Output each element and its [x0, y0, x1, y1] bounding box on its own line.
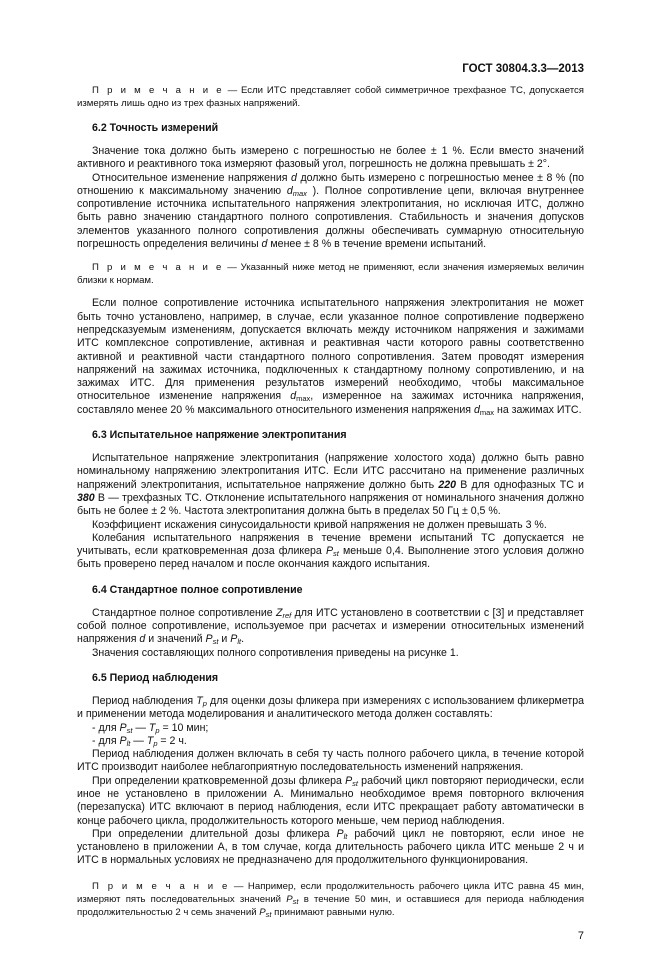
text-run: —: [132, 721, 149, 734]
text-run: d: [290, 390, 297, 403]
text-run: P: [230, 633, 238, 646]
document-id-header: ГОСТ 30804.3.3—2013: [462, 63, 584, 75]
paragraph: [77, 172, 584, 252]
subscript: lt: [237, 637, 242, 647]
text-run: P: [119, 721, 127, 734]
text-run: менее ± 8 % в течение времени испытаний.: [267, 238, 487, 251]
note-label: П р и м е ч а н и е: [92, 880, 230, 892]
text-run: При определении длительной дозы фликера: [92, 827, 337, 840]
text-run: P: [325, 545, 334, 558]
text-run: P: [259, 906, 266, 918]
subscript: p: [155, 725, 160, 735]
subscript: lt: [126, 738, 131, 748]
subscript: st: [212, 637, 219, 647]
subscript: st: [352, 778, 359, 788]
text-run: d: [139, 633, 146, 646]
text-run: 6.4 Стандартное полное сопротивление: [92, 583, 303, 596]
text-run: — Указанный ниже метод не применяют, если значения измеряемых величин близки к нормам.: [77, 262, 584, 287]
subscript: st: [265, 909, 272, 919]
text-run: рабочий цикл повторяют периодически, если иное не установлено в приложении А. Минимально необходимое время повторного включения (перезапуска) ИТС включают в период наблюдения, если ИТС прекращает работу автоматически в конце рабочего цикла, продолжительность которого меньше, чем период наблюдения.: [77, 774, 584, 827]
text-run: должно быть измерено с погрешностью менее ± 8 % (по отношению к максимальному значению: [77, 171, 584, 197]
section-heading: [77, 584, 584, 597]
text-run: d: [261, 238, 268, 251]
note: [77, 880, 584, 919]
text-run: 220: [438, 478, 457, 491]
text-run: — Если ИТС представляет собой симметричное трехфазное ТС, допускается измерять лишь одно из трех фазных напряжений.: [77, 85, 584, 109]
text-run: , измеренное на зажимах источника напряжения, составляло менее 20 % максимального относительного изменения напряжения: [77, 390, 584, 416]
text-run: Стандартное полное сопротивление: [92, 606, 277, 619]
text-run: ). Полное сопротивление цепи, включая внутреннее сопротивление источника испытательного напряжения электропитания, но исключая ИТС, должно быть равно значению стандартного полного сопротивления. Стабильность и значения допусков элементов указанного полного сопротивления должны обеспечивать суммарную относительную погрешность определения величины: [77, 184, 584, 251]
document-body: [77, 84, 584, 919]
paragraph: [77, 722, 584, 735]
text-run: P: [119, 734, 127, 747]
paragraph: [77, 607, 584, 647]
paragraph: [77, 748, 584, 775]
paragraph: [77, 735, 584, 748]
paragraph: [77, 452, 584, 518]
text-run: T: [148, 721, 156, 734]
text-run: В — трехфазных ТС. Отклонение испытательного напряжения от номинального значения должно быть не более ± 2 %. Частота электропитания должна быть в пределах 50 Гц ± 0,5 %.: [77, 491, 584, 518]
text-run: на зажимах ИТС.: [494, 403, 582, 416]
text-run: в течение 50 мин, и оставшиеся для периода наблюдения продолжительностью 2 ч семь значений: [77, 893, 585, 918]
text-run: и: [218, 633, 231, 646]
text-run: Относительное изменение напряжения: [92, 171, 292, 184]
text-run: d: [286, 184, 293, 197]
text-run: —: [130, 734, 147, 747]
note-label: П р и м е ч а н и е: [92, 262, 224, 274]
text-run: d: [473, 403, 480, 416]
note: [77, 261, 584, 287]
text-run: Значение тока должно быть измерено с погрешностью не более ± 1 %. Если вместо значений активного и реактивного тока измеряют фазовый угол, погрешность не должна превышать ± 2°.: [77, 145, 584, 171]
subscript: max: [479, 407, 495, 417]
paragraph: [77, 145, 584, 172]
subscript: max: [296, 394, 311, 404]
paragraph: [77, 647, 584, 660]
text-run: T: [196, 694, 203, 707]
note-label: П р и м е ч а н и е: [92, 85, 224, 96]
text-run: меньше 0,4. Выполнение этого условия должно быть проверено перед началом и после окончания каждого испытания.: [77, 545, 585, 571]
paragraph: [77, 519, 584, 532]
text-run: 6.5 Период наблюдения: [92, 671, 219, 684]
text-run: 380: [77, 491, 95, 504]
text-run: принимают равными нулю.: [271, 906, 395, 918]
text-run: и значений: [145, 633, 206, 646]
text-run: 6.2 Точность измерений: [92, 122, 219, 134]
text-run: .: [241, 633, 245, 646]
section-heading: [77, 429, 584, 442]
text-run: Период наблюдения: [92, 694, 197, 707]
note: [77, 84, 584, 110]
text-run: Z: [276, 606, 283, 619]
text-run: — Например, если продолжительность рабочего цикла ИТС равна 45 мин, измеряют пять последовательных значений: [77, 880, 584, 905]
text-run: Коэффициент искажения синусоидальности кривой напряжения не должен превышать 3 %.: [92, 518, 547, 531]
text-run: - для: [92, 721, 120, 734]
subscript: p: [202, 698, 207, 708]
text-run: Период наблюдения должен включать в себя ту часть полного рабочего цикла, в течение которой ИТС производит наиболее неблагоприятную последовательность изменений напряжения.: [77, 748, 584, 774]
text-run: Колебания испытательного напряжения в течение времени испытаний ТС допускается не учитывать, если кратковременная доза фликера: [77, 531, 584, 558]
subscript: max: [292, 188, 307, 198]
text-run: В для однофазных ТС и: [456, 478, 584, 491]
text-run: P: [205, 633, 213, 646]
paragraph: [77, 297, 584, 417]
page-number: 7: [577, 929, 584, 942]
text-run: для оценки дозы фликера при измерениях с использованием фликерметра и применении метода моделирования и аналитического метода должен составлять:: [77, 694, 584, 721]
text-run: При определении кратковременной дозы фликера: [92, 774, 346, 787]
text-run: рабочий цикл не повторяют, если иное не установлено в приложении А, в том случае, когда длительность рабочего цикла ИТС меньше 2 ч и ИТС в нормальных условиях не предназначено для продолжительного функционирования.: [77, 827, 585, 867]
text-run: P: [336, 827, 344, 840]
paragraph: [77, 828, 584, 868]
text-run: P: [345, 774, 353, 787]
text-run: Значения составляющих полного сопротивления приведены на рисунке 1.: [92, 646, 459, 659]
paragraph: [77, 695, 584, 722]
section-heading: [77, 672, 584, 685]
text-run: T: [146, 734, 154, 747]
text-run: Если полное сопротивление источника испытательного напряжения электропитания не может быть точно установлено, например, в случае, если указанное полное сопротивление подвержено непредсказуемым изменениям, допускается включать между источником напряжения и зажимами ИТС комплексное сопротивление, активная и реактивная части которого равны соответственно активной и реактивной части стандартного полного сопротивления. Затем проводят измерения напряжений на зажимах источника, подключенных к стандартному полному сопротивлению, и на зажимах ИТС. Для применения результатов измерений необходимо, чтобы максимальное относительное изменение напряжения: [77, 297, 584, 403]
subscript: ref: [282, 610, 292, 620]
text-run: P: [286, 893, 293, 905]
text-run: - для: [92, 734, 120, 747]
paragraph: [77, 532, 584, 572]
paragraph: [77, 775, 584, 828]
document-page: [77, 0, 584, 963]
text-run: Испытательное напряжение электропитания (напряжение холостого хода) должно быть равно номинальному напряжению электропитания ИТС. Если ИТС рассчитано на применение различных напряжений электропитания, испытательное напряжение должно быть: [77, 452, 584, 491]
text-run: 6.3 Испытательное напряжение электропитания: [92, 429, 347, 442]
text-run: для ИТС установлено в соответствии с [3] и представляет собой полное сопротивление, используемое при расчетах и измерении относительных изменений напряжения: [77, 606, 584, 646]
subscript: st: [292, 896, 299, 906]
subscript: p: [153, 738, 158, 748]
section-heading: [77, 122, 584, 135]
text-run: = 10 мин;: [159, 721, 209, 734]
text-run: d: [291, 171, 297, 184]
subscript: st: [126, 725, 133, 735]
text-run: = 2 ч.: [157, 734, 187, 747]
subscript: st: [333, 549, 339, 559]
subscript: lt: [343, 831, 348, 841]
